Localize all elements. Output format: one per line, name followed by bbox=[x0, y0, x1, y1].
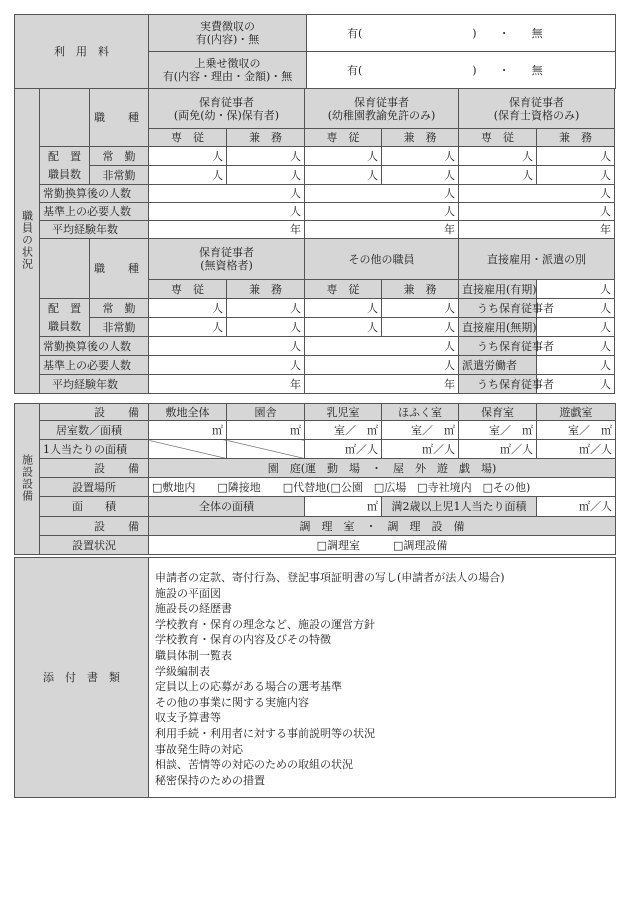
facility-section-label: 施設設備 bbox=[15, 404, 40, 555]
header-unlicensed: 保育従事者 (無資格者) bbox=[149, 239, 305, 280]
of-which-label: うち保育従事者 bbox=[459, 337, 537, 356]
count-cell[interactable]: 人 bbox=[382, 318, 459, 337]
non-regular-label: 非常勤 bbox=[90, 318, 149, 337]
count-cell[interactable]: 人 bbox=[227, 166, 305, 185]
col-building: 園舎 bbox=[227, 404, 305, 421]
area-per-person-cell[interactable]: ㎡／人 bbox=[459, 440, 537, 459]
count-cell[interactable]: 人 bbox=[459, 203, 615, 221]
staff-table bbox=[14, 88, 615, 394]
attachments-table bbox=[14, 557, 616, 798]
kitchen-options[interactable]: □調理室 □調理設備 bbox=[149, 536, 616, 555]
attachments-list bbox=[149, 558, 616, 798]
header-other-staff: その他の職員 bbox=[305, 239, 459, 280]
count-cell[interactable]: 人 bbox=[305, 318, 382, 337]
part-time-header: 兼 務 bbox=[382, 280, 459, 299]
count-cell[interactable]: 人 bbox=[149, 185, 305, 203]
years-cell[interactable]: 年 bbox=[149, 221, 305, 239]
list-item: 学級編制表 bbox=[155, 664, 210, 678]
full-time-header: 専 従 bbox=[305, 280, 382, 299]
count-cell[interactable]: 人 bbox=[459, 185, 615, 203]
years-cell[interactable]: 年 bbox=[305, 221, 459, 239]
usage-fee-table bbox=[14, 14, 616, 89]
per-child-area-label: 満2歳以上児1人当たり面積 bbox=[382, 497, 537, 517]
non-regular-label: 非常勤 bbox=[90, 166, 149, 185]
assigned-staff-label: 配 置 職員数 bbox=[40, 147, 90, 185]
count-cell[interactable]: 人 bbox=[149, 356, 305, 375]
count-cell[interactable]: 人 bbox=[382, 299, 459, 318]
count-cell[interactable]: 人 bbox=[305, 166, 382, 185]
usage-fee-label: 利 用 料 bbox=[15, 15, 149, 89]
header-nursery-license: 保育従事者 (保育士資格のみ) bbox=[459, 89, 615, 129]
count-cell[interactable]: 人 bbox=[227, 318, 305, 337]
col-infant-room: 乳児室 bbox=[305, 404, 382, 421]
assigned-staff-label: 配 置 職員数 bbox=[40, 299, 90, 337]
full-time-header: 専 従 bbox=[305, 129, 382, 147]
area-cell[interactable]: ㎡ bbox=[227, 421, 305, 440]
equipment-label: 設 備 bbox=[40, 404, 149, 421]
avg-years-label: 平均経験年数 bbox=[40, 221, 149, 239]
count-cell[interactable]: 人 bbox=[305, 299, 382, 318]
list-item: 申請者の定款、寄付行為、登記事項証明書の写し(申請者が法人の場合) bbox=[155, 571, 505, 584]
area-cell[interactable]: ㎡ bbox=[149, 421, 227, 440]
list-item: 施設長の経歴書 bbox=[155, 602, 232, 616]
area-per-person-cell[interactable]: ㎡／人 bbox=[537, 440, 616, 459]
count-cell[interactable]: 人 bbox=[227, 299, 305, 318]
status-label: 設置状況 bbox=[40, 536, 149, 555]
years-cell[interactable]: 年 bbox=[149, 375, 305, 394]
count-cell[interactable]: 人 bbox=[459, 166, 537, 185]
list-item: 秘密保持のための措置 bbox=[155, 773, 265, 787]
count-cell[interactable]: 人 bbox=[537, 147, 615, 166]
col-playroom: 遊戯室 bbox=[537, 404, 616, 421]
list-item: 学校教育・保育の内容及びその特徴 bbox=[155, 633, 331, 647]
count-cell[interactable]: 人 bbox=[537, 337, 615, 356]
part-time-header: 兼 務 bbox=[382, 129, 459, 147]
per-person-area-label: 1人当たりの面積 bbox=[40, 440, 149, 459]
fte-label: 常勤換算後の人数 bbox=[40, 185, 149, 203]
room-area-cell[interactable]: 室／ ㎡ bbox=[459, 421, 537, 440]
list-item: 定員以上の応募がある場合の選考基準 bbox=[155, 680, 342, 694]
list-item: 施設の平面図 bbox=[155, 586, 221, 600]
count-cell[interactable]: 人 bbox=[149, 147, 227, 166]
of-which-label: うち保育従事者 bbox=[459, 375, 537, 394]
count-cell[interactable]: 人 bbox=[149, 337, 305, 356]
count-cell[interactable]: 人 bbox=[149, 203, 305, 221]
surcharge-label: 上乗せ徴収の 有(内容・理由・金額)・無 bbox=[149, 52, 307, 89]
job-type-label: 職 種 bbox=[90, 239, 149, 299]
room-area-cell[interactable]: 室／ ㎡ bbox=[305, 421, 382, 440]
count-cell[interactable]: 人 bbox=[305, 356, 459, 375]
kitchen-header: 調 理 室 ・ 調 理 設 備 bbox=[149, 517, 616, 536]
part-time-header: 兼 務 bbox=[227, 280, 305, 299]
job-type-label: 職 種 bbox=[90, 89, 149, 147]
area-per-person-cell[interactable]: ㎡／人 bbox=[382, 440, 459, 459]
count-cell[interactable]: 人 bbox=[537, 280, 615, 299]
equipment-label: 設 備 bbox=[40, 459, 149, 478]
room-count-label: 居室数／面積 bbox=[40, 421, 149, 440]
dispatch-label: 派遣労働者 bbox=[459, 356, 537, 375]
location-label: 設置場所 bbox=[40, 478, 149, 497]
count-cell[interactable]: 人 bbox=[305, 337, 459, 356]
of-which-label: うち保育従事者 bbox=[459, 299, 537, 318]
attachments-label: 添 付 書 類 bbox=[15, 558, 149, 798]
total-area-label: 全体の面積 bbox=[149, 497, 305, 517]
count-cell[interactable]: 人 bbox=[149, 318, 227, 337]
area-per-person-cell[interactable]: ㎡／人 bbox=[305, 440, 382, 459]
total-area-value[interactable]: ㎡ bbox=[305, 497, 382, 517]
count-cell[interactable]: 人 bbox=[382, 166, 459, 185]
disabled-cell bbox=[227, 440, 305, 459]
actual-cost-value[interactable]: 有( ) ・ 無 bbox=[307, 15, 616, 52]
required-label: 基準上の必要人数 bbox=[40, 356, 149, 375]
count-cell[interactable]: 人 bbox=[537, 318, 615, 337]
list-item: 事故発生時の対応 bbox=[155, 742, 243, 756]
equipment-label: 設 備 bbox=[40, 517, 149, 536]
surcharge-value[interactable]: 有( ) ・ 無 bbox=[307, 52, 616, 89]
list-item: 学校教育・保育の理念など、施設の運営方針 bbox=[155, 617, 375, 631]
fte-label: 常勤換算後の人数 bbox=[40, 337, 149, 356]
count-cell[interactable]: 人 bbox=[382, 147, 459, 166]
header-dual-license: 保育従事者 (両免(幼・保)保有者) bbox=[149, 89, 305, 129]
disabled-cell bbox=[149, 440, 227, 459]
count-cell[interactable]: 人 bbox=[305, 147, 382, 166]
count-cell[interactable]: 人 bbox=[305, 203, 459, 221]
header-employment-type: 直接雇用・派遣の別 bbox=[459, 239, 615, 280]
col-site: 敷地全体 bbox=[149, 404, 227, 421]
list-item: 収支予算書等 bbox=[155, 711, 221, 725]
room-area-cell[interactable]: 室／ ㎡ bbox=[537, 421, 616, 440]
count-cell[interactable]: 人 bbox=[459, 147, 537, 166]
count-cell[interactable]: 人 bbox=[537, 356, 615, 375]
facility-table bbox=[14, 403, 616, 555]
count-cell[interactable]: 人 bbox=[227, 147, 305, 166]
full-time-header: 専 従 bbox=[459, 129, 537, 147]
list-item: 職員体制一覧表 bbox=[155, 648, 232, 662]
count-cell[interactable]: 人 bbox=[537, 166, 615, 185]
garden-header: 園 庭(運 動 場 ・ 屋 外 遊 戯 場) bbox=[149, 459, 616, 478]
list-item: 相談、苦情等の対応のための取組の状況 bbox=[155, 758, 353, 772]
col-nursery-room: 保育室 bbox=[459, 404, 537, 421]
full-time-header: 専 従 bbox=[149, 129, 227, 147]
header-kindergarten-license: 保育従事者 (幼稚園教諭免許のみ) bbox=[305, 89, 459, 129]
per-child-area-value[interactable]: ㎡／人 bbox=[537, 497, 616, 517]
count-cell[interactable]: 人 bbox=[537, 375, 615, 394]
required-label: 基準上の必要人数 bbox=[40, 203, 149, 221]
count-cell[interactable]: 人 bbox=[305, 185, 459, 203]
years-cell[interactable]: 年 bbox=[305, 375, 459, 394]
count-cell[interactable]: 人 bbox=[149, 299, 227, 318]
room-area-cell[interactable]: 室／ ㎡ bbox=[382, 421, 459, 440]
staff-section-label: 職員の状況 bbox=[15, 89, 40, 394]
part-time-header: 兼 務 bbox=[227, 129, 305, 147]
list-item: 利用手続・利用者に対する事前説明等の状況 bbox=[155, 726, 375, 740]
actual-cost-label: 実費徴収の 有(内容)・無 bbox=[149, 15, 307, 52]
part-time-header: 兼 務 bbox=[537, 129, 615, 147]
avg-years-label: 平均経験年数 bbox=[40, 375, 149, 394]
area-label: 面 積 bbox=[40, 497, 149, 517]
count-cell[interactable]: 人 bbox=[537, 299, 615, 318]
col-crawling-room: ほふく室 bbox=[382, 404, 459, 421]
full-time-header: 専 従 bbox=[149, 280, 227, 299]
regular-label: 常 勤 bbox=[90, 299, 149, 318]
location-options[interactable]: □敷地内 □隣接地 □代替地(□公園 □広場 □寺社境内 □その他) bbox=[149, 478, 616, 497]
direct-indef-label: 直接雇用(無期) bbox=[459, 318, 537, 337]
list-item: その他の事業に関する実施内容 bbox=[155, 695, 309, 709]
count-cell[interactable]: 人 bbox=[149, 166, 227, 185]
regular-label: 常 勤 bbox=[90, 147, 149, 166]
years-cell[interactable]: 年 bbox=[459, 221, 615, 239]
direct-fixed-label: 直接雇用(有期) bbox=[459, 280, 537, 299]
